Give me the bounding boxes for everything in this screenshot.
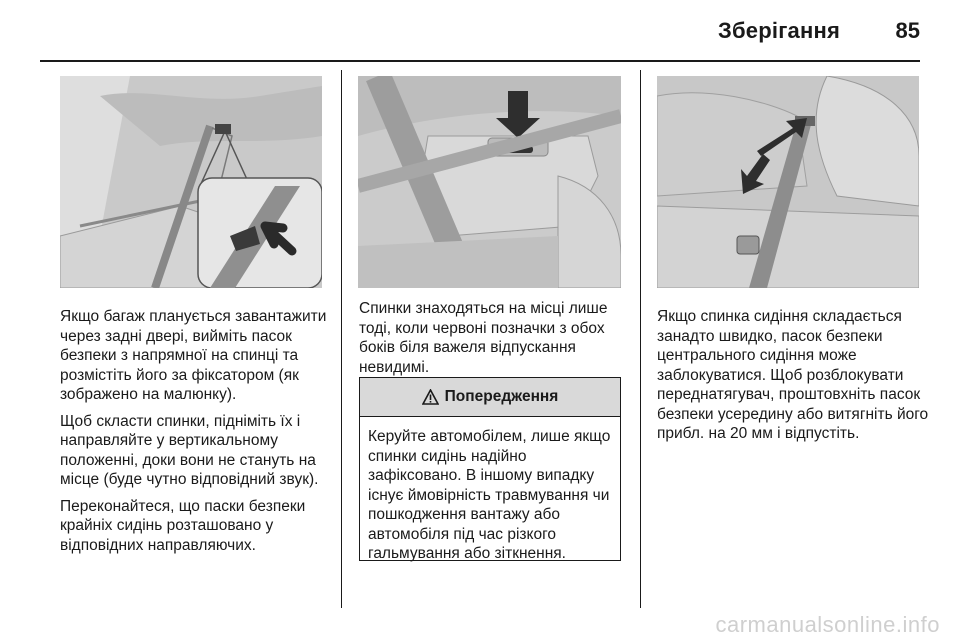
page-number: 85 xyxy=(895,18,920,43)
paragraph: Якщо спинка сидіння складається занадто швидко, пасок безпеки центрального сидіння може заблокуватися. Щоб розблокувати переднатягувач, проштовхніть пасок безпеки усередину або витягніть його прибл. на 20 мм і відпустіть. xyxy=(657,308,929,442)
seatback-release-lever-illustration-icon xyxy=(358,76,621,288)
warning-box xyxy=(359,377,621,561)
right-column-text xyxy=(657,307,932,451)
center-seatbelt-pull-illustration-icon xyxy=(657,76,919,288)
paragraph: Якщо багаж планується завантажити через задні двері, вийміть пасок безпеки з напрямної на спинці та розмістіть його за фіксатором (як зображено на малюнку). xyxy=(60,308,327,403)
paragraph: Переконайтеся, що паски безпеки крайніх сидінь розташовано у відповідних направляючих. xyxy=(60,497,306,554)
column-divider xyxy=(640,70,641,608)
figure-right xyxy=(657,76,919,288)
watermark: carmanualsonline.info xyxy=(715,612,940,637)
left-column-text xyxy=(60,307,330,562)
warning-triangle-icon xyxy=(422,389,439,405)
warning-title: Попередження xyxy=(444,388,559,405)
paragraph: Спинки знаходяться на місці лише тоді, коли червоні позначки з обох боків біля важеля відпускання невидимі. xyxy=(359,300,608,376)
paragraph: Щоб скласти спинки, підніміть їх і направляйте у вертикальному положенні, доки вони не стануть на місце (буде чутно відповідний звук). xyxy=(60,412,319,488)
figure-middle xyxy=(358,76,621,288)
header-rule xyxy=(40,60,920,62)
warning-text: Керуйте автомобілем, лише якщо спинки сидінь надійно зафіксовано. В іншому випадку існує ймовірність травмування чи пошкодження вантажу або автомобіля під час різкого гальмування або зіткнення. xyxy=(368,428,611,562)
warning-header xyxy=(360,378,620,417)
section-title: Зберігання xyxy=(718,18,840,43)
figure-left xyxy=(60,76,322,288)
column-divider xyxy=(341,70,342,608)
middle-column-text xyxy=(359,299,629,384)
seatbelt-guide-illustration-icon xyxy=(60,76,322,288)
